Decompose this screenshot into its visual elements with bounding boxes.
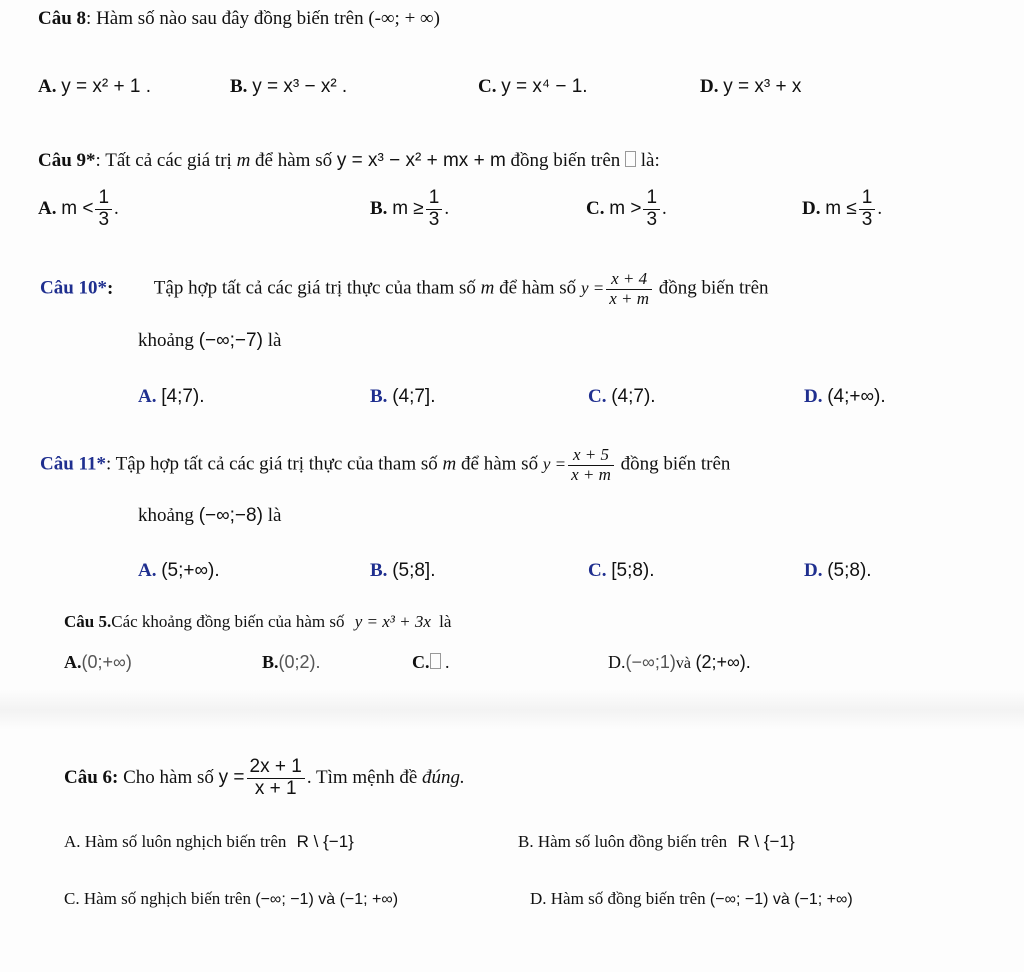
question-8-option-d: D. y = x³ + x	[700, 76, 802, 97]
question-11-label: Câu 11*	[40, 453, 106, 475]
question-8-option-a: A. y = x² + 1 .	[38, 76, 151, 97]
question-8-stem	[38, 8, 440, 30]
question-9-option-a: A. m < $\frac{1}{3}$ .	[38, 187, 119, 230]
question-11-option-c: C. [5;8).	[588, 560, 655, 581]
question-6-label: Câu 6:	[64, 766, 119, 788]
question-9-option-d: D. m ≤ $\frac{1}{3}$ .	[802, 187, 883, 230]
question-10-stem: Câu 10*: Tập hợp tất cả các giá trị thực của tham số m để hàm số y = $\frac{x + 4}{x + m}$ đồng biến trên	[40, 269, 769, 308]
question-9-expression: y = x³ − x² + mx + m	[336, 150, 506, 171]
question-5-option-b: B.(0;2).	[262, 652, 321, 672]
question-11-option-d: D. (5;8).	[804, 560, 872, 581]
question-8-text: : Hàm số nào sau đây đồng biến trên (-∞; + ∞)	[86, 8, 440, 29]
question-6-option-b: B. Hàm số luôn đồng biến trên R \ {−1}	[518, 832, 795, 851]
question-10-option-a: A. [4;7).	[138, 386, 205, 407]
missing-glyph-box	[625, 151, 636, 167]
question-9-stem: Câu 9*: Tất cả các giá trị m để hàm số y = x³ − x² + mx + m đồng biến trên là:	[38, 150, 660, 171]
question-6-option-a: A. Hàm số luôn nghịch biến trên R \ {−1}	[64, 832, 354, 851]
question-8-label: Câu 8	[38, 8, 87, 29]
question-9-label: Câu 9*	[38, 150, 96, 171]
question-10-option-b: B. (4;7].	[370, 386, 436, 407]
question-6-stem: Câu 6: Cho hàm số y = $\frac{2x + 1}{x + 1}$ . Tìm mệnh đề đúng.	[64, 756, 465, 799]
question-5-option-d: D.(−∞;1)và (2;+∞).	[608, 652, 751, 672]
question-6-option-d: D. Hàm số đồng biến trên (−∞; −1) và (−1; +∞)	[530, 889, 853, 908]
question-9-option-b: B. m ≥ $\frac{1}{3}$ .	[370, 187, 450, 230]
question-10-option-d: D. (4;+∞).	[804, 386, 886, 407]
question-8-option-b: B. y = x³ − x² .	[230, 76, 348, 97]
missing-glyph-box	[430, 653, 441, 669]
scan-blur-band	[0, 690, 1024, 730]
question-10-option-c: C. (4;7).	[588, 386, 656, 407]
question-8-option-c: C. y = x⁴ − 1.	[478, 76, 588, 97]
question-11-option-b: B. (5;8].	[370, 560, 436, 581]
question-10-line2: khoảng (−∞;−7) là	[138, 330, 282, 351]
question-5-option-c: C. .	[412, 652, 450, 672]
question-9-option-c: C. m > $\frac{1}{3}$ .	[586, 187, 667, 230]
question-10-label: Câu 10*	[40, 277, 108, 299]
question-11-line2: khoảng (−∞;−8) là	[138, 505, 282, 526]
question-11-stem: Câu 11*: Tập hợp tất cả các giá trị thực của tham số m để hàm số y = $\frac{x + 5}{x + m}$ đồng biến trên	[40, 445, 731, 484]
question-5-label: Câu 5.	[64, 612, 112, 631]
question-6-option-c: C. Hàm số nghịch biến trên (−∞; −1) và (−1; +∞)	[64, 889, 399, 908]
question-11-option-a: A. (5;+∞).	[138, 560, 220, 581]
question-5-option-a: A.(0;+∞)	[64, 652, 132, 672]
question-5-stem: Câu 5.Các khoảng đồng biến của hàm số y = x³ + 3x là	[64, 612, 452, 631]
question-5-expression: y = x³ + 3x	[354, 612, 431, 631]
